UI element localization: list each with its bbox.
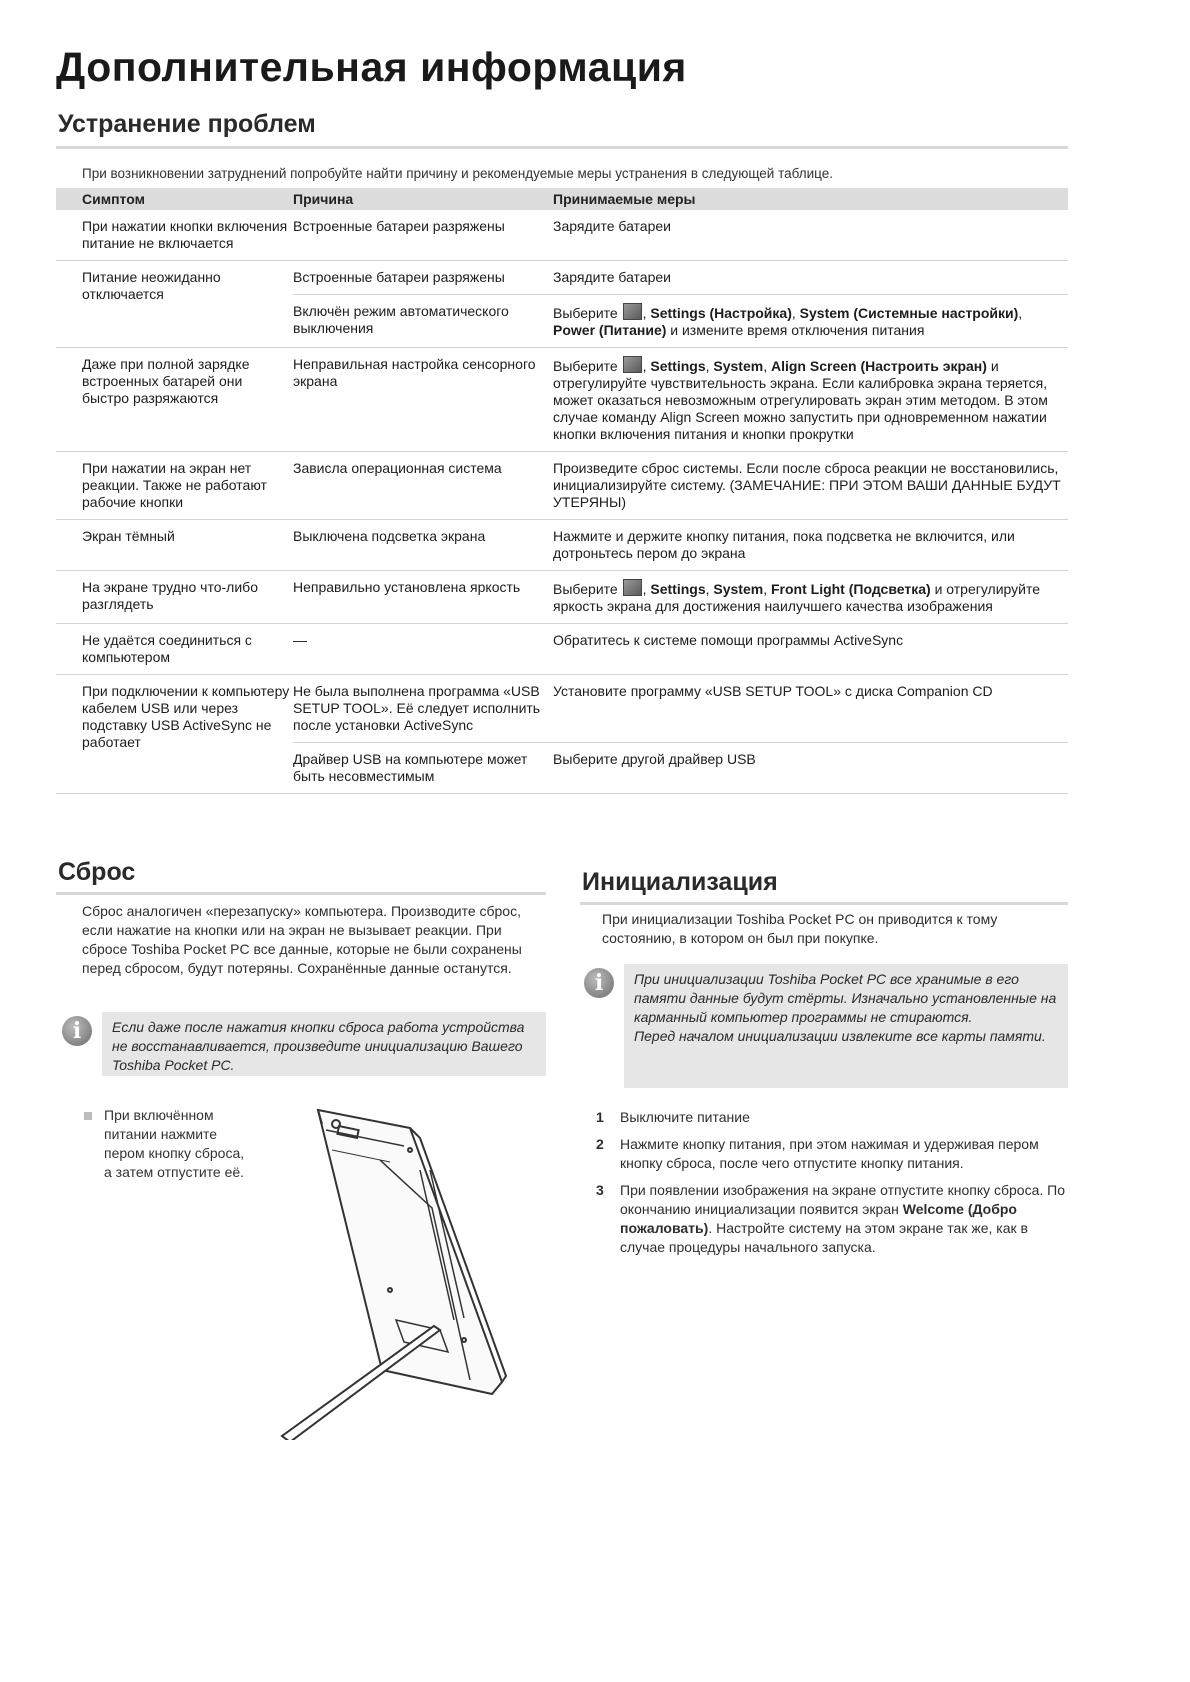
page-title: Дополнительная информация xyxy=(56,44,687,90)
init-note: При инициализации Toshiba Pocket PC все хранимые в его памяти данные будут стёрты. Изначально установленные на карманный компьютер программы не стираются. Перед началом инициализации извлеките все карты памяти. xyxy=(624,964,1068,1088)
cause-cell: Встроенные батареи разряжены xyxy=(293,218,505,234)
device-illustration xyxy=(270,1090,510,1440)
column-header-action: Принимаемые меры xyxy=(553,191,696,207)
info-icon: i xyxy=(584,968,614,998)
cause-cell: Встроенные батареи разряжены xyxy=(293,269,505,285)
action-cell: Произведите сброс системы. Если после сброса реакции не восстановились, инициализируйте систему. (ЗАМЕЧАНИЕ: ПРИ ЭТОМ ВАШИ ДАННЫЕ БУДУТ УТЕРЯНЫ) xyxy=(553,460,1061,510)
table-header xyxy=(56,188,1068,210)
symptom-cell: При нажатии кнопки включения питание не включается xyxy=(82,218,288,251)
action-cell: Нажмите и держите кнопку питания, пока подсветка не включится, или дотроньтесь пером до экрана xyxy=(553,528,1015,561)
symptom-cell: На экране трудно что-либо разглядеть xyxy=(82,579,258,612)
action-cell: Обратитесь к системе помощи программы ActiveSync xyxy=(553,632,904,648)
table-row xyxy=(56,348,1068,452)
symptom-cell: Экран тёмный xyxy=(82,528,175,544)
init-steps xyxy=(596,1108,1066,1265)
table-row xyxy=(56,520,1068,571)
table-row xyxy=(56,261,1068,348)
list-item: 2 Нажмите кнопку питания, при этом нажимая и удерживая пером кнопку сброса, после чего отпустите кнопку питания. xyxy=(596,1136,1039,1171)
divider xyxy=(56,146,1068,149)
cause-cell: Выключена подсветка экрана xyxy=(293,528,486,544)
symptom-cell: Питание неожиданно отключается xyxy=(82,269,221,302)
column-header-symptom: Симптом xyxy=(82,191,145,207)
cause-cell: Неправильная настройка сенсорного экрана xyxy=(293,356,536,389)
symptom-cell: Не удаётся соединиться с компьютером xyxy=(82,632,252,665)
reset-text: Сброс аналогичен «перезапуску» компьютера. Производите сброс, если нажатие на кнопки или на экран не вызывает реакции. При сбросе Toshiba Pocket PC все данные, которые не были сохранены перед сбросом, будут потеряны. Сохранённые данные останутся. xyxy=(82,903,522,976)
info-icon: i xyxy=(62,1016,92,1046)
cause-cell: — xyxy=(293,632,307,648)
section-title-troubleshooting: Устранение проблем xyxy=(58,110,316,138)
init-text: При инициализации Toshiba Pocket PC он приводится к тому состоянию, в котором он был при покупке. xyxy=(602,911,998,946)
divider xyxy=(56,892,546,895)
table-row xyxy=(56,624,1068,675)
action-cell: Выберите , Settings (Настройка), System (Системные настройки), Power (Питание) и измените время отключения питания xyxy=(553,305,1023,338)
cause-cell: Драйвер USB на компьютере может быть несовместимым xyxy=(293,751,528,784)
reset-note: Если даже после нажатия кнопки сброса работа устройства не восстанавливается, произведите инициализацию Вашего Toshiba Pocket PC. xyxy=(102,1012,546,1076)
symptom-cell: При нажатии на экран нет реакции. Также не работают рабочие кнопки xyxy=(82,460,267,510)
section-title-init: Инициализация xyxy=(582,868,778,896)
divider xyxy=(580,902,1068,905)
action-cell: Выберите другой драйвер USB xyxy=(553,751,756,767)
action-cell: Выберите , Settings, System, Align Screen (Настроить экран) и отрегулируйте чувствительность экрана. Если калибровка экрана теряется, может оказаться невозможным отрегулировать экран этим методом. В этом случае команду Align Screen можно запустить при одновременном нажатии кнопки включения питания и кнопки прокрутки xyxy=(553,358,1048,442)
action-cell: Установите программу «USB SETUP TOOL» с диска Companion CD xyxy=(553,683,993,699)
windows-start-icon xyxy=(623,356,642,373)
table-intro: При возникновении затруднений попробуйте найти причину и рекомендуемые меры устранения в следующей таблице. xyxy=(82,166,834,181)
cause-cell: Зависла операционная система xyxy=(293,460,502,476)
bullet-marker xyxy=(84,1112,92,1120)
section-title-reset: Сброс xyxy=(58,858,136,886)
action-cell: Зарядите батареи xyxy=(553,269,671,285)
action-cell: Зарядите батареи xyxy=(553,218,671,234)
table-row xyxy=(56,675,1068,794)
cause-cell: Включён режим автоматического выключения xyxy=(293,303,509,336)
reset-bullet: При включённом питании нажмите пером кнопку сброса, а затем отпустите её. xyxy=(104,1107,245,1180)
cause-cell: Не была выполнена программа «USB SETUP TOOL». Её следует исполнить после установки ActiveSync xyxy=(293,683,541,733)
symptom-cell: При подключении к компьютеру кабелем USB или через подставку USB ActiveSync не работает xyxy=(82,683,290,750)
symptom-cell: Даже при полной зарядке встроенных батарей они быстро разряжаются xyxy=(82,356,250,406)
windows-start-icon xyxy=(623,579,642,596)
windows-start-icon xyxy=(623,303,642,320)
table-row xyxy=(56,452,1068,520)
column-header-cause: Причина xyxy=(293,191,354,207)
troubleshooting-table xyxy=(56,188,1068,794)
table-row xyxy=(56,210,1068,261)
list-item: 3 При появлении изображения на экране отпустите кнопку сброса. По окончанию инициализации появится экран Welcome (Добро пожаловать). Настройте систему на этом экране так же, как в случае процедуры начального запуска. xyxy=(596,1182,1066,1255)
cause-cell: Неправильно установлена яркость xyxy=(293,579,521,595)
list-item: 1 Выключите питание xyxy=(596,1109,750,1125)
table-row xyxy=(56,571,1068,624)
action-cell: Выберите , Settings, System, Front Light (Подсветка) и отрегулируйте яркость экрана для достижения наилучшего качества изображения xyxy=(553,581,1041,614)
